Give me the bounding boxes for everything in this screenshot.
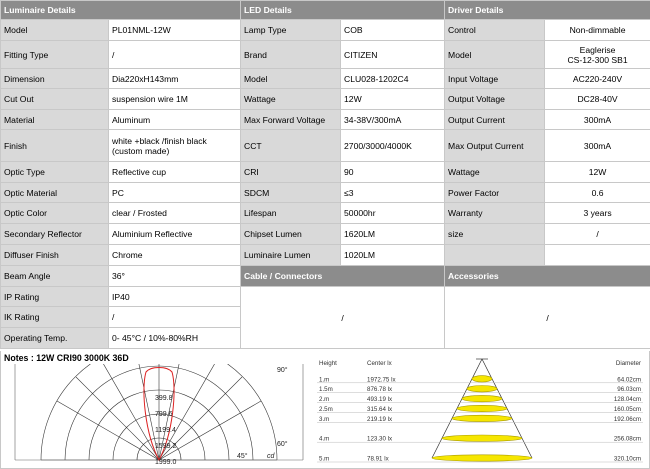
center-lux-value: 876.78 lx (367, 386, 393, 394)
luminaire-details-header: Luminaire Details (1, 1, 241, 20)
row-value: PL01NML-12W (109, 20, 241, 41)
table-row (1, 183, 650, 203)
height-value: 1.m (319, 376, 330, 384)
row-label: Brand (241, 41, 341, 69)
notes-title: Notes : 12W CRI90 3000K 36D (4, 353, 129, 363)
ring-value: 1999.0 (155, 459, 177, 466)
row-value: 50000hr (341, 203, 445, 224)
row-value: 34-38V/300mA (341, 110, 445, 130)
beam-spot (472, 376, 492, 382)
row-value: 0.6 (545, 183, 650, 203)
row-label: Model (241, 69, 341, 89)
row-label: Secondary Reflector (1, 224, 109, 245)
beam-spot (432, 455, 532, 461)
angle-label-60: 60° (277, 441, 288, 448)
angle-label-45: 45° (237, 453, 248, 460)
beam-spot (467, 386, 497, 392)
row-label: CCT (241, 130, 341, 162)
row-label: Wattage (241, 89, 341, 110)
row-label: Lifespan (241, 203, 341, 224)
diameter-value: 192.06cm (613, 415, 641, 423)
row-value: CLU028-1202C4 (341, 69, 445, 89)
row-label: Dimension (1, 69, 109, 89)
height-value: 2.m (319, 396, 330, 404)
center-lux-value: 219.19 lx (367, 415, 393, 423)
row-label: Optic Material (1, 183, 109, 203)
row-label: Max Output Current (445, 130, 545, 162)
center-lux-value: 78.91 lx (367, 455, 389, 463)
row-label: Optic Color (1, 203, 109, 224)
row-label: Diffuser Finish (1, 245, 109, 266)
diameter-value: 160.05cm (613, 406, 641, 413)
illuminance-chart (317, 356, 647, 468)
ring-value: 1599.2 (155, 443, 177, 450)
row-value: AC220-240V (545, 69, 650, 89)
table-row (1, 89, 650, 110)
table-row (1, 266, 650, 287)
finish-line-2: (custom made) (112, 145, 170, 156)
table-row (1, 130, 650, 162)
table-row (1, 162, 650, 183)
center-lux-value: 123.30 lx (367, 435, 393, 443)
row-value (545, 41, 650, 69)
table-row (1, 224, 650, 245)
row-value: 2700/3000/4000K (341, 130, 445, 162)
candela-unit: cd (267, 453, 275, 460)
angle-label-90: 90° (277, 367, 288, 374)
row-value: 12W (341, 89, 445, 110)
polar-diagram (5, 364, 305, 468)
driver-brand: Eaglerise (579, 44, 616, 55)
beam-spot (452, 415, 512, 421)
row-value: clear / Frosted (109, 203, 241, 224)
row-label: Optic Type (1, 162, 109, 183)
row-label: size (445, 224, 545, 245)
height-value: 5.m (319, 455, 330, 463)
row-label: IK Rating (1, 307, 109, 328)
row-value: / (545, 224, 650, 245)
row-value: Aluminum (109, 110, 241, 130)
polar-ray (100, 364, 159, 460)
height-value: 3.m (319, 415, 330, 423)
row-value: / (109, 307, 241, 328)
height-value: 2.5m (319, 406, 333, 413)
row-label: Warranty (445, 203, 545, 224)
row-label: Cut Out (1, 89, 109, 110)
row-label: Model (445, 41, 545, 69)
row-value: / (109, 41, 241, 69)
diameter-value: 64.02cm (617, 376, 641, 384)
row-label: Lamp Type (241, 20, 341, 41)
beam-spot (442, 435, 522, 441)
row-label: CRI (241, 162, 341, 183)
column-header-center-lux: Center lx (367, 360, 392, 367)
row-value: DC28-40V (545, 89, 650, 110)
row-label: Wattage (445, 162, 545, 183)
height-value: 4.m (319, 435, 330, 443)
row-label: Beam Angle (1, 266, 109, 287)
ring-value: 399.8 (155, 395, 173, 402)
row-value: PC (109, 183, 241, 203)
row-value: ≤3 (341, 183, 445, 203)
row-label: Operating Temp. (1, 328, 109, 349)
diameter-value: 256.08cm (613, 435, 641, 443)
row-label: Model (1, 20, 109, 41)
row-label: Output Voltage (445, 89, 545, 110)
row-value: Chrome (109, 245, 241, 266)
table-row (1, 110, 650, 130)
row-label: SDCM (241, 183, 341, 203)
row-label: Luminaire Lumen (241, 245, 341, 266)
cable-connectors-header: Cable / Connectors (241, 266, 445, 287)
center-lux-value: 1972.75 lx (367, 376, 396, 384)
driver-model: CS-12-300 SB1 (567, 54, 628, 65)
row-value: Dia220xH143mm (109, 69, 241, 89)
accessories-header: Accessories (445, 266, 650, 287)
row-value: Aluminium Reflective (109, 224, 241, 245)
table-row (1, 41, 650, 69)
polar-ray (57, 401, 159, 460)
row-value: 1020LM (341, 245, 445, 266)
row-value: 90 (341, 162, 445, 183)
row-value: Reflective cup (109, 162, 241, 183)
led-details-header: LED Details (241, 1, 445, 20)
beam-spot (457, 405, 507, 411)
accessories-value: / (445, 287, 650, 349)
row-value: 12W (545, 162, 650, 183)
row-value: Non-dimmable (545, 20, 650, 41)
table-row (1, 287, 650, 307)
driver-details-header: Driver Details (445, 1, 650, 20)
header-row (1, 1, 650, 20)
ring-value: 799.6 (155, 411, 173, 418)
row-value: CITIZEN (341, 41, 445, 69)
table-row (1, 20, 650, 41)
row-label: Max Forward Voltage (241, 110, 341, 130)
row-value: suspension wire 1M (109, 89, 241, 110)
diameter-value: 96.03cm (617, 386, 641, 394)
row-label: Finish (1, 130, 109, 162)
row-label: Control (445, 20, 545, 41)
column-header-diameter: Diameter (615, 360, 641, 367)
row-label: Power Factor (445, 183, 545, 203)
diameter-value: 128.04cm (613, 396, 641, 404)
row-value: COB (341, 20, 445, 41)
row-value: 3 years (545, 203, 650, 224)
row-label: Fitting Type (1, 41, 109, 69)
row-value: 1620LM (341, 224, 445, 245)
row-label: Output Current (445, 110, 545, 130)
table-row (1, 245, 650, 266)
height-value: 1.5m (319, 386, 333, 394)
beam-spot (462, 395, 502, 401)
center-lux-value: 493.19 lx (367, 396, 393, 404)
row-label: Chipset Lumen (241, 224, 341, 245)
row-label: Input Voltage (445, 69, 545, 89)
row-value: 36° (109, 266, 241, 287)
center-lux-value: 315.64 lx (367, 406, 393, 413)
cable-connectors-value: / (241, 287, 445, 349)
diameter-value: 320.10cm (613, 455, 641, 463)
row-value (109, 130, 241, 162)
finish-line-1: white +black /finish black (112, 135, 207, 146)
row-value: 300mA (545, 110, 650, 130)
ring-value: 1199.4 (155, 427, 176, 434)
row-value: IP40 (109, 287, 241, 307)
row-value: 0- 45°C / 10%-80%RH (109, 328, 241, 349)
column-header-height: Height (319, 360, 337, 367)
row-label: Material (1, 110, 109, 130)
table-row (1, 69, 650, 89)
row-value: 300mA (545, 130, 650, 162)
notes-section (0, 351, 650, 469)
table-row (1, 203, 650, 224)
row-label: IP Rating (1, 287, 109, 307)
